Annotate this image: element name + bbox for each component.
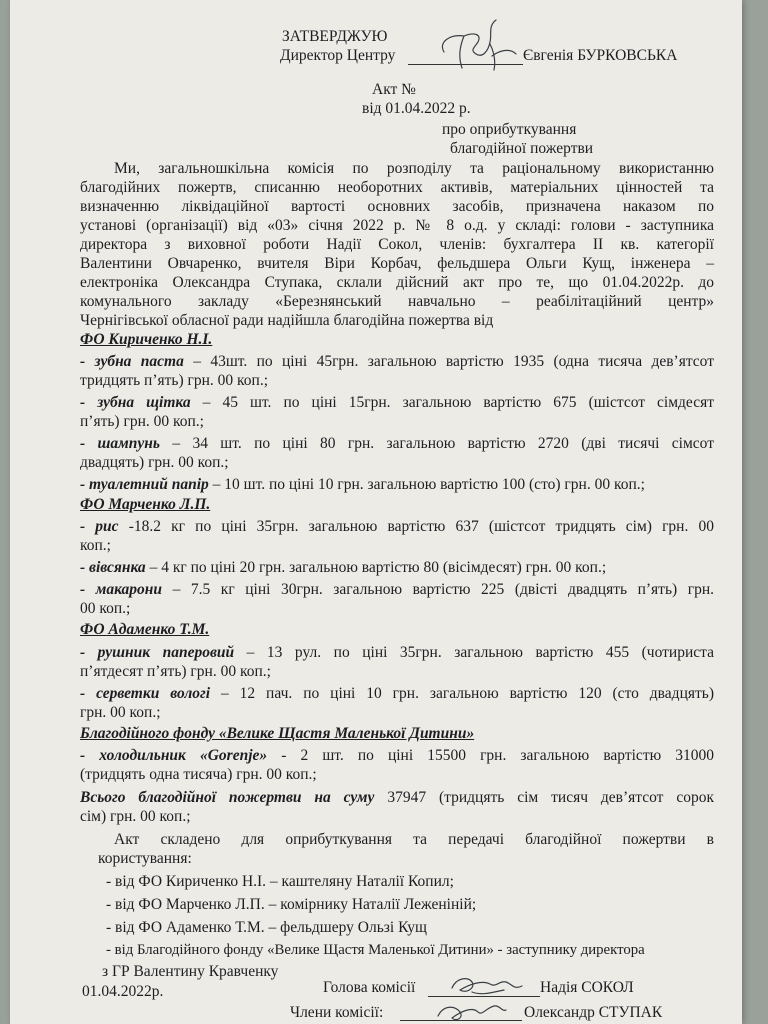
act-title: Акт №	[372, 81, 416, 98]
item-details: – 13 рул. по ціні 35грн. загальною вартістю 455 (чотириста	[234, 644, 714, 661]
item-details: -18.2 кг по ціні 35грн. загальною вартістю 637 (шістсот тридцять сім) грн. 00	[118, 518, 714, 535]
member-name: Олександр СТУПАК	[524, 1004, 663, 1021]
total-label: Всього благодійної пожертви на суму	[80, 789, 375, 806]
item-name: - рис	[80, 518, 119, 535]
item-details: – 12 пач. по ціні 10 грн. загальною вартістю 120 (сто двадцять)	[210, 685, 714, 702]
donation-item	[80, 580, 714, 599]
donation-item	[80, 746, 714, 765]
item-name: - серветки вологі	[80, 685, 211, 702]
member-signature	[430, 996, 510, 1024]
item-details-cont: тридцять п’ять) грн. 00 коп.;	[80, 372, 268, 389]
item-details: – 7.5 кг ціні 30грн. загальною вартістю 225 (двісті двадцять п’ять) грн.	[162, 581, 714, 598]
transfer-bullet: - від Благодійного фонду «Велике Щастя Маленької Дитини» - заступнику директора	[106, 942, 645, 958]
transfer-text: Акт складено для оприбуткування та передачі благодійної пожертви в	[114, 831, 714, 848]
item-name: - холодильник «Gorenje»	[80, 747, 268, 764]
director-name: Євгенія БУРКОВСЬКА	[523, 47, 678, 64]
director-signature	[430, 12, 520, 74]
chair-label: Голова комісії	[323, 979, 416, 996]
document-page	[10, 0, 742, 1024]
item-details: – 45 шт. по ціні 15грн. загальною вартістю 675 (шістсот сімдесят	[190, 394, 714, 411]
intro-line: Валентини Овчаренко, вчителя Віри Корбач, фельдшера Ольги Кущ, інженера –	[80, 255, 714, 272]
act-subject-line2: благодійної пожертви	[450, 140, 594, 157]
item-details-cont: (тридцять одна тисяча) грн. 00 коп.;	[80, 766, 317, 783]
item-name: - вівсянка	[80, 559, 146, 576]
intro-line: Ми, загальношкільна комісія по розподілу та раціональному використанню	[114, 160, 714, 177]
footer-date: 01.04.2022р.	[82, 983, 164, 1000]
transfer-bullet: - від ФО Марченко Л.П. – комірнику Наталії Леженіній;	[106, 896, 477, 913]
transfer-bullet: - від ФО Адаменко Т.М. – фельдшеру Ользі Кущ	[106, 919, 427, 936]
donation-item	[80, 475, 645, 494]
intro-line: комунального закладу «Березнянський навчально – реабілітаційний центр»	[80, 293, 714, 310]
donation-item	[80, 434, 714, 453]
item-details: - 2 шт. по ціні 15500 грн. загальною вартістю 31000	[267, 747, 715, 764]
donor-name: ФО Марченко Л.П.	[80, 496, 211, 513]
donation-item	[80, 643, 714, 662]
total-amount: 37947 (тридцять сім тисяч дев’ятсот сорок	[374, 789, 715, 806]
chair-name: Надія СОКОЛ	[540, 979, 634, 996]
intro-line: визначенню ліквідаційної вартості основних засобів, призначена наказом по	[80, 198, 714, 215]
donation-item	[80, 393, 714, 412]
act-subject-line1: про оприбуткування	[442, 121, 577, 138]
total-amount-cont: сім) грн. 00 коп.;	[80, 808, 191, 825]
director-title: Директор Центру	[280, 47, 396, 64]
act-date: від 01.04.2022 р.	[362, 100, 471, 117]
item-details: – 34 шт. по ціні 80 грн. загальною вартістю 2720 (дві тисячі сімсот	[160, 435, 714, 452]
item-details-cont: грн. 00 коп.;	[80, 704, 161, 721]
intro-line: електроніка Олександра Ступака, склали дійсний акт про те, що 01.04.2022р. до	[80, 274, 714, 291]
donation-item	[80, 352, 714, 371]
donor-name: ФО Кириченко Н.І.	[80, 331, 213, 348]
item-name: - туалетний папір	[80, 476, 209, 493]
item-name: - зубна щітка	[80, 394, 191, 411]
donation-item	[80, 684, 714, 703]
intro-line: Чернігівської обласної ради надійшла благодійна пожертва від	[80, 312, 494, 329]
transfer-last: з ГР Валентину Кравченку	[102, 963, 279, 980]
item-details: – 10 шт. по ціні 10 грн. загальною вартістю 100 (сто) грн. 00 коп.;	[208, 476, 645, 493]
donor-name: Благодійного фонду «Велике Щастя Маленької Дитини»	[80, 725, 475, 742]
total-line	[80, 788, 714, 807]
intro-line: директора з виховної роботи Надії Сокол, членів: бухгалтера ІІ кв. категорії	[80, 236, 714, 253]
item-name: - шампунь	[80, 435, 160, 452]
approve-label: ЗАТВЕРДЖУЮ	[282, 28, 388, 45]
item-details-cont: 00 коп.;	[80, 600, 131, 617]
donation-item	[80, 517, 714, 536]
item-details: – 43шт. по ціні 45грн. загальною вартістю 1935 (одна тисяча дев’ятсот	[183, 353, 714, 370]
item-name: - макарони	[80, 581, 163, 598]
item-details: – 4 кг по ціні 20 грн. загальною вартістю 80 (вісімдесят) грн. 00 коп.;	[145, 559, 607, 576]
item-details-cont: п’ятдесят п’ять) грн. 00 коп.;	[80, 663, 271, 680]
item-details-cont: двадцять) грн. 00 коп.;	[80, 454, 229, 471]
members-label: Члени комісії:	[290, 1004, 384, 1021]
item-details-cont: коп.;	[80, 537, 111, 554]
donation-item	[80, 558, 606, 577]
donor-name: ФО Адаменко Т.М.	[80, 621, 210, 638]
item-name: - рушник паперовий	[80, 644, 235, 661]
intro-line: благодійних пожертв, списанню необоротних активів, матеріальних цінностей та	[80, 179, 714, 196]
intro-line: установі (організації) від «03» січня 2022 р. № 8 о.д. у складі: голови - заступника	[80, 217, 714, 234]
item-details-cont: п’ять) грн. 00 коп.;	[80, 413, 204, 430]
item-name: - зубна паста	[80, 353, 184, 370]
transfer-bullet: - від ФО Кириченко Н.І. – каштеляну Наталії Копил;	[106, 873, 454, 890]
transfer-text-cont: користування:	[98, 850, 192, 867]
